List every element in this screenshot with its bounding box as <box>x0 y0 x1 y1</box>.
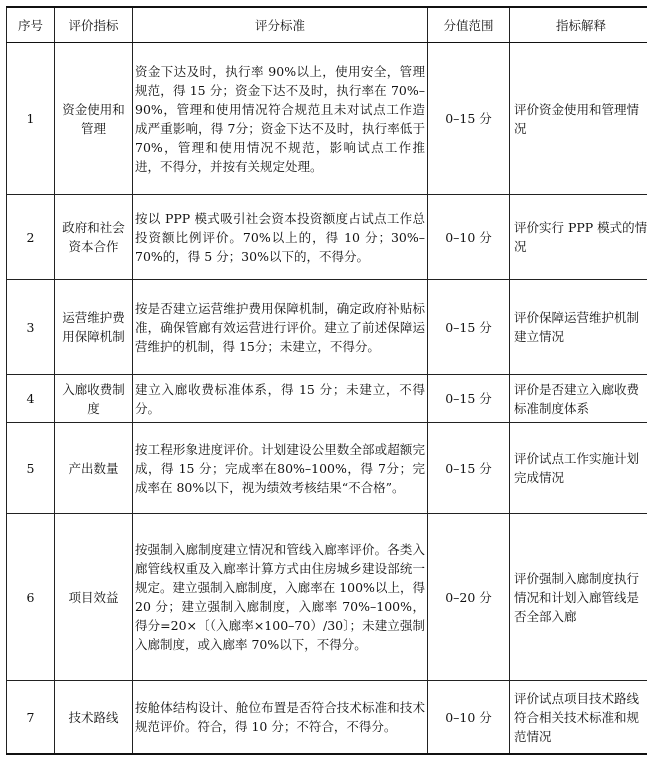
table-container <box>6 6 647 755</box>
header-indicator: 评价指标 <box>55 7 133 43</box>
header-no: 序号 <box>7 7 55 43</box>
row-standard: 按舱体结构设计、舱位布置是否符合技术标准和技术规范评价。符合，得 10 分；不符合，不得分。 <box>133 681 428 755</box>
table-header-row <box>7 7 647 43</box>
header-explanation: 指标解释 <box>510 7 647 43</box>
row-indicator: 产出数量 <box>55 423 133 514</box>
row-indicator: 政府和社会资本合作 <box>55 195 133 280</box>
row-standard: 按强制入廊制度建立情况和管线入廊率评价。各类入廊管线权重及入廊率计算方式由住房城乡建设部统一规定。建立强制入廊制度，入廊率在 100%以上，得 20 分；建立强制入廊制度，入廊率 70%–100%，得分=20×〔（入廊率×100–70）/30〕；未建立强制入廊制度，或入廊率 70%以下，不得分。 <box>133 514 428 681</box>
row-explanation: 评价实行 PPP 模式的情况 <box>510 195 647 280</box>
row-indicator: 运营维护费用保障机制 <box>55 280 133 375</box>
row-no: 7 <box>7 681 55 755</box>
row-indicator: 技术路线 <box>55 681 133 755</box>
row-no: 4 <box>7 375 55 423</box>
header-standard: 评分标准 <box>133 7 428 43</box>
row-indicator: 资金使用和管理 <box>55 43 133 195</box>
row-range: 0–15 分 <box>428 280 510 375</box>
row-standard: 按工程形象进度评价。计划建设公里数全部或超额完成，得 15 分；完成率在80%–100%，得 7分；完成率在 80%以下，视为绩效考核结果“不合格”。 <box>133 423 428 514</box>
row-range: 0–15 分 <box>428 375 510 423</box>
table-row <box>7 195 647 280</box>
row-no: 1 <box>7 43 55 195</box>
row-indicator: 项目效益 <box>55 514 133 681</box>
row-no: 5 <box>7 423 55 514</box>
table-row <box>7 280 647 375</box>
row-standard: 资金下达及时，执行率 90%以上，使用安全，管理规范，得 15 分；资金下达不及时，执行率在 70%–90%，管理和使用情况符合规范且未对试点工作造成严重影响，得 7分；资金下达不及时，执行率低于 70%，管理和使用情况不规范，影响试点工作推进，不得分，并按有关规定处理。 <box>133 43 428 195</box>
table-row <box>7 514 647 681</box>
row-range: 0–10 分 <box>428 195 510 280</box>
row-no: 2 <box>7 195 55 280</box>
row-standard: 按是否建立运营维护费用保障机制，确定政府补贴标准，确保管廊有效运营进行评价。建立了前述保障运营维护的机制，得 15分；未建立，不得分。 <box>133 280 428 375</box>
row-range: 0–15 分 <box>428 43 510 195</box>
row-standard: 建立入廊收费标准体系，得 15 分；未建立，不得分。 <box>133 375 428 423</box>
table-row <box>7 375 647 423</box>
row-no: 6 <box>7 514 55 681</box>
row-range: 0–15 分 <box>428 423 510 514</box>
table-row <box>7 681 647 755</box>
row-explanation: 评价资金使用和管理情况 <box>510 43 647 195</box>
row-indicator: 入廊收费制度 <box>55 375 133 423</box>
row-range: 0–10 分 <box>428 681 510 755</box>
table-row <box>7 43 647 195</box>
row-explanation: 评价保障运营维护机制建立情况 <box>510 280 647 375</box>
row-explanation: 评价试点工作实施计划完成情况 <box>510 423 647 514</box>
row-no: 3 <box>7 280 55 375</box>
row-explanation: 评价是否建立入廊收费标准制度体系 <box>510 375 647 423</box>
table-row <box>7 423 647 514</box>
row-explanation: 评价试点项目技术路线符合相关技术标准和规范情况 <box>510 681 647 755</box>
row-range: 0–20 分 <box>428 514 510 681</box>
header-range: 分值范围 <box>428 7 510 43</box>
row-standard: 按以 PPP 模式吸引社会资本投资额度占试点工作总投资额比例评价。70%以上的，得 10 分；30%–70%的，得 5 分；30%以下的，不得分。 <box>133 195 428 280</box>
evaluation-table <box>6 6 647 755</box>
row-explanation: 评价强制入廊制度执行情况和计划入廊管线是否全部入廊 <box>510 514 647 681</box>
